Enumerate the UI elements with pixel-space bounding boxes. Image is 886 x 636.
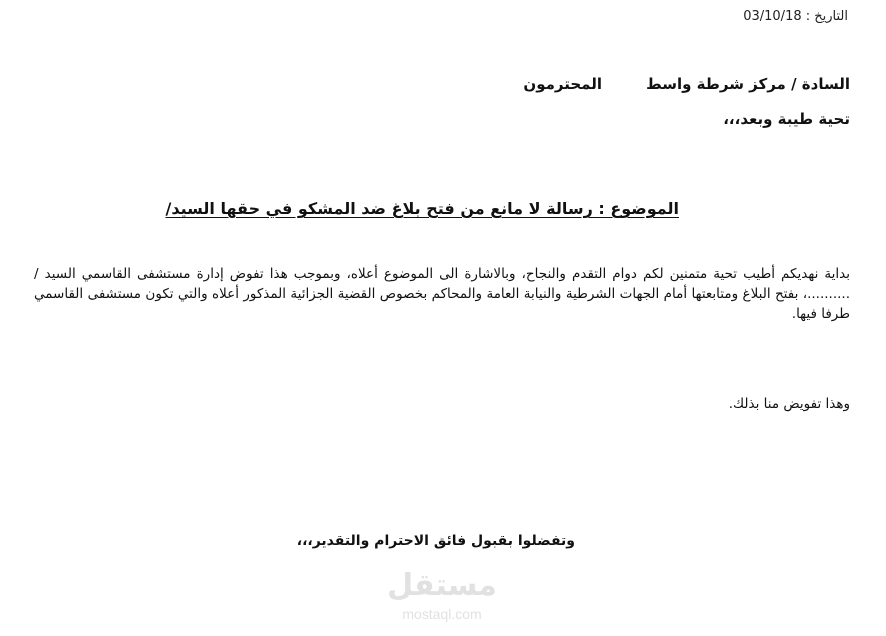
delegation-statement: وهذا تفويض منا بذلك. <box>728 396 850 412</box>
letter-date: التاريخ : 03/10/18 <box>743 9 848 24</box>
closing-salutation: وتفضلوا بقبول فائق الاحترام والتقدير،،، <box>296 533 575 549</box>
respected-label: المحترمون <box>523 75 602 93</box>
mostaql-watermark-logo <box>382 568 502 628</box>
greeting: تحية طيبة وبعد،،، <box>723 110 850 128</box>
addressee: السادة / مركز شرطة واسط <box>646 75 850 93</box>
letter-body <box>34 264 850 324</box>
body-paragraph: بداية نهديكم أطيب تحية متمنين لكم دوام التقدم والنجاح، وبالاشارة الى الموضوع أعلاه، وبموجب هذا تفوض إدارة مستشفى القاسمي السيد / ..........، بفتح البلاغ ومتابعتها أمام الجهات الشرطية والنيابة العامة والمحاكم بخصوص القضية الجزائية المذكور أعلاه والتي تكون مستشفى القاسمي طرفا فيها. <box>34 266 850 322</box>
watermark-arabic-text: مستقل <box>387 568 497 603</box>
letter-subject: الموضوع : رسالة لا مانع من فتح بلاغ ضد المشكو في حقها السيد/ <box>165 199 679 218</box>
watermark-domain-text: mostaql.com <box>402 606 482 622</box>
